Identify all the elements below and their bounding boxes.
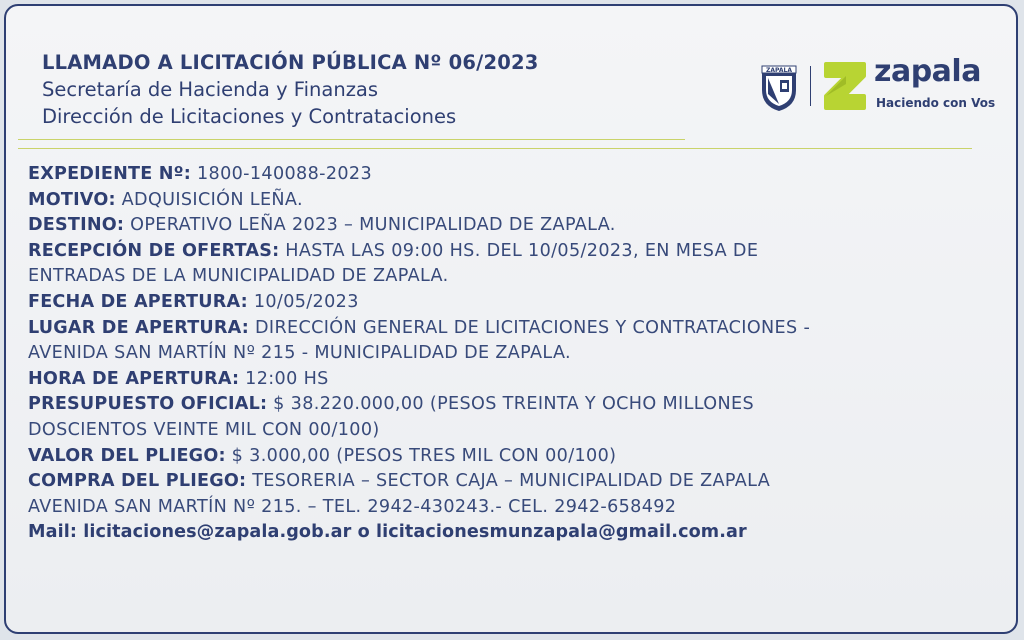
- field-lugar-apertura: LUGAR DE APERTURA: DIRECCIÓN GENERAL DE LICITACIONES Y CONTRATACIONES -: [28, 317, 811, 338]
- field-compra-pliego: COMPRA DEL PLIEGO: TESORERIA – SECTOR CAJA – MUNICIPALIDAD DE ZAPALA: [28, 471, 771, 492]
- brand-tagline: Haciendo con Vos: [876, 96, 996, 110]
- notice-title: LLAMADO A LICITACIÓN PÚBLICA Nº 06/2023: [42, 51, 539, 74]
- header-divider-short: [18, 139, 685, 140]
- field-valor-pliego: VALOR DEL PLIEGO: $ 3.000,00 (PESOS TRES MIL CON 00/100): [28, 445, 617, 466]
- field-expediente: EXPEDIENTE Nº: 1800-140088-2023: [28, 164, 372, 184]
- field-fecha-apertura: FECHA DE APERTURA: 10/05/2023: [28, 291, 359, 312]
- z-mark-icon: [822, 60, 868, 112]
- shield-text: ZAPALA: [766, 67, 792, 74]
- logo-divider: [810, 66, 811, 106]
- brand-name: zapala: [874, 54, 981, 89]
- header-divider-long: [18, 148, 972, 149]
- notice-details: [28, 162, 998, 546]
- field-presupuesto: PRESUPUESTO OFICIAL: $ 38.220.000,00 (PESOS TREINTA Y OCHO MILLONES: [28, 394, 754, 415]
- direction-line: Dirección de Licitaciones y Contrataciones: [42, 105, 457, 128]
- field-lugar-apertura-cont: AVENIDA SAN MARTÍN Nº 215 - MUNICIPALIDAD DE ZAPALA.: [28, 343, 571, 364]
- field-presupuesto-cont: DOSCIENTOS VEINTE MIL CON 00/100): [28, 419, 380, 440]
- field-recepcion-cont: ENTRADAS DE LA MUNICIPALIDAD DE ZAPALA.: [28, 266, 449, 287]
- coat-of-arms-icon: [760, 60, 798, 112]
- field-hora-apertura: HORA DE APERTURA: 12:00 HS: [28, 368, 329, 389]
- field-compra-pliego-cont: AVENIDA SAN MARTÍN Nº 215. – TEL. 2942-430243.- CEL. 2942-658492: [28, 496, 677, 517]
- secretariat-line: Secretaría de Hacienda y Finanzas: [42, 78, 379, 101]
- field-recepcion: RECEPCIÓN DE OFERTAS: HASTA LAS 09:00 HS. DEL 10/05/2023, EN MESA DE: [28, 240, 759, 261]
- notice-header: [42, 50, 539, 130]
- contact-mail: Mail: licitaciones@zapala.gob.ar o licitacionesmunzapala@gmail.com.ar: [28, 522, 747, 543]
- field-destino: DESTINO: OPERATIVO LEÑA 2023 – MUNICIPALIDAD DE ZAPALA.: [28, 215, 616, 236]
- notice-card: [4, 4, 1018, 634]
- field-motivo: MOTIVO: ADQUISICIÓN LEÑA.: [28, 189, 303, 210]
- municipality-logos: [760, 54, 1000, 114]
